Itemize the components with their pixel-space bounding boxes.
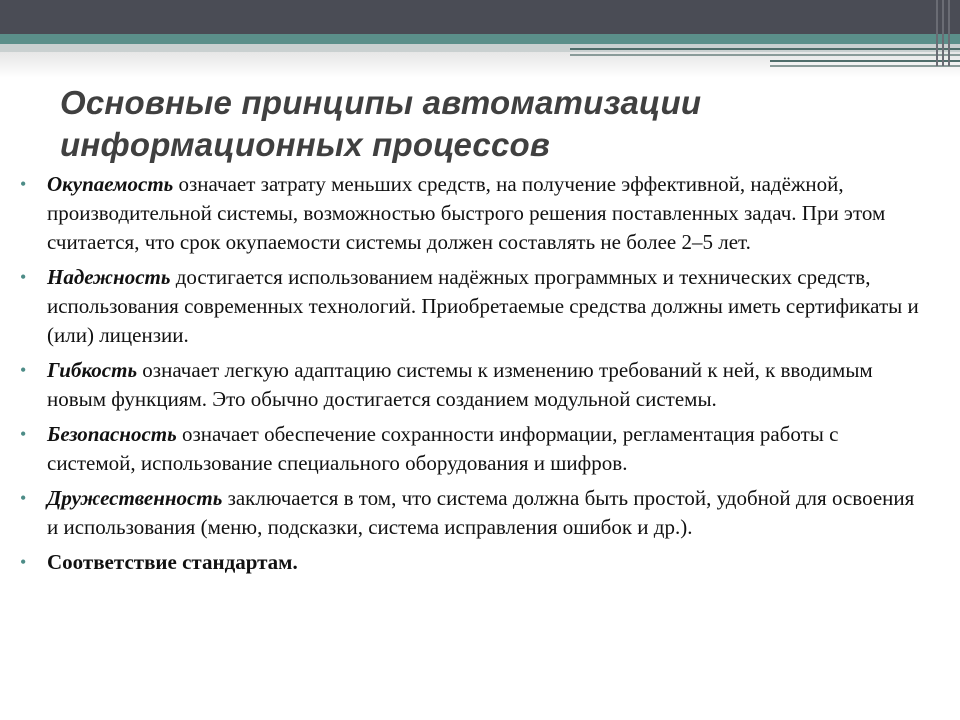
item-term: Окупаемость [47, 172, 174, 196]
bullet-icon: • [20, 488, 27, 508]
item-term: Надежность [47, 265, 171, 289]
list-item [20, 356, 920, 414]
bullet-icon: • [20, 424, 27, 444]
corner-line-3 [948, 0, 950, 66]
corner-line-1 [936, 0, 938, 66]
header-decoration [570, 44, 960, 66]
item-text: заключается в том, что система должна быть простой, удобной для освоения и использования (меню, подсказки, система исправления ошибок и др.). [47, 486, 915, 539]
item-term: Дружественность [47, 486, 223, 510]
list-item [20, 170, 920, 257]
item-term: Соответствие стандартам. [47, 550, 298, 574]
title-line-2: информационных процессов [60, 126, 551, 163]
list-item [20, 548, 920, 577]
item-text: означает обеспечение сохранности информации, регламентация работы с системой, использование специального оборудования и шифров. [47, 422, 839, 475]
list-item [20, 420, 920, 478]
bullet-icon: • [20, 267, 27, 287]
title-line-1: Основные принципы автоматизации [60, 84, 702, 121]
item-term: Безопасность [47, 422, 177, 446]
bullet-icon: • [20, 174, 27, 194]
list-item [20, 263, 920, 350]
list-item [20, 484, 920, 542]
corner-line-2 [942, 0, 944, 66]
item-text: означает легкую адаптацию системы к изменению требований к ней, к вводимым новым функциям. Это обычно достигается созданием модульной системы. [47, 358, 873, 411]
item-text: достигается использованием надёжных программных и технических средств, использования современных технологий. Приобретаемые средства должны иметь сертификаты и (или) лицензии. [47, 265, 919, 347]
accent-stripe [0, 34, 960, 44]
bullet-icon: • [20, 552, 27, 572]
item-term: Гибкость [47, 358, 138, 382]
header-band [0, 0, 960, 34]
bullet-icon: • [20, 360, 27, 380]
bullet-list [20, 170, 920, 583]
slide-title [60, 82, 920, 166]
item-text: означает затрату меньших средств, на получение эффективной, надёжной, производительной системы, возможностью быстрого решения поставленных задач. При этом считается, что срок окупаемости системы должен составлять не более 2–5 лет. [47, 172, 886, 254]
